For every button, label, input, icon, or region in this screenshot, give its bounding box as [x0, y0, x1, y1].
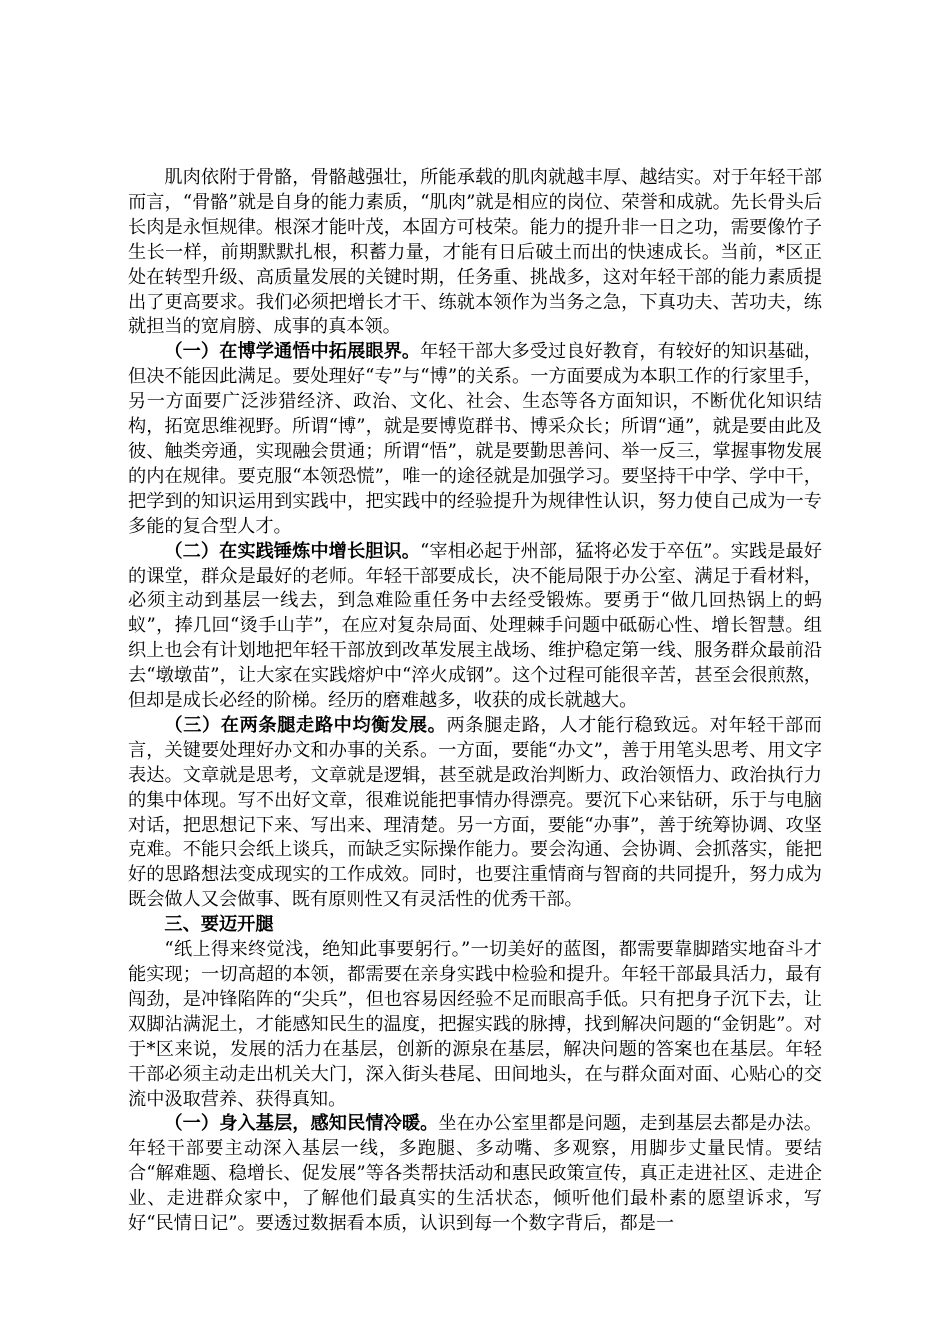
paragraph-subsection-1: [128, 1112, 822, 1237]
paragraph-section-1: [128, 340, 822, 539]
paragraph-intro: [128, 166, 822, 340]
document-body: [128, 166, 822, 1237]
paragraph-text: 年轻干部大多受过良好教育，有较好的知识基础，但决不能因此满足。要处理好“专”与“博”的关系。一方面要成为本职工作的行家里手，另一方面要广泛涉猎经济、政治、文化、社会、生态等各方面知识，不断优化知识结构，拓宽思维视野。所谓“博”，就是要博览群书、博采众长；所谓“通”，就是要由此及彼、触类旁通，实现融会贯通；所谓“悟”，就是要勤思善问、举一反三，掌握事物发展的内在规律。要克服“本领恐慌”，唯一的途径就是加强学习。要坚持干中学、学中干，把学到的知识运用到实践中，把实践中的经验提升为规律性认识，努力使自己成为一专多能的复合型人才。: [128, 341, 822, 537]
section-heading-inline: （一）身入基层，感知民情冷暖。: [164, 1113, 439, 1135]
paragraph-text: “宰相必起于州部，猛将必发于卒伍”。实践是最好的课堂，群众是最好的老师。年轻干部要成长，决不能局限于办公室、满足于看材料，必须主动到基层一线去，到急难险重任务中去经受锻炼。要勇于“做几回热锅上的蚂蚁”，捧几回“烫手山芋”，在应对复杂局面、处理棘手问题中砥砺心性、增长智慧。组织上也会有计划地把年轻干部放到改革发展主战场、维护稳定第一线、服务群众最前沿去“墩墩苗”，让大家在实践熔炉中“淬火成钢”。这个过程可能很辛苦，甚至会很煎熬，但却是成长必经的阶梯。经历的磨难越多，收获的成长就越大。: [128, 540, 822, 712]
section-heading-inline: （二）在实践锤炼中增长胆识。: [164, 540, 420, 562]
paragraph-chapter-intro: [128, 938, 822, 1112]
paragraph-section-3: [128, 714, 822, 913]
paragraph-text: 两条腿走路，人才能行稳致远。对年轻干部而言，关键要处理好办文和办事的关系。一方面，要能“办文”，善于用笔头思考、用文字表达。文章就是思考，文章就是逻辑，甚至就是政治判断力、政治领悟力、政治执行力的集中体现。写不出好文章，很难说能把事情办得漂亮。要沉下心来钻研，乐于与电脑对话，把思想记下来、写出来、理清楚。另一方面，要能“办事”，善于统筹协调、攻坚克难。不能只会纸上谈兵，而缺乏实际操作能力。要会沟通、会协调、会抓落实，能把好的思路想法变成现实的工作成效。同时，也要注重情商与智商的共同提升，努力成为既会做人又会做事、既有原则性又有灵活性的优秀干部。: [128, 714, 822, 911]
paragraph-text: 坐在办公室里都是问题，走到基层去都是办法。年轻干部要主动深入基层一线，多跑腿、多动嘴、多观察，用脚步丈量民情。要结合“解难题、稳增长、促发展”等各类帮扶活动和惠民政策宣传，真正走进社区、走进企业、走进群众家中，了解他们最真实的生活状态，倾听他们最朴素的愿望诉求，写好“民情日记”。要透过数据看本质，认识到每一个数字背后，都是一: [128, 1113, 822, 1235]
section-heading-inline: （三）在两条腿走路中均衡发展。: [164, 714, 447, 736]
paragraph-section-2: [128, 540, 822, 714]
chapter-heading: 三、要迈开腿: [164, 914, 274, 936]
paragraph-text: 肌肉依附于骨骼，骨骼越强壮，所能承载的肌肉就越丰厚、越结实。对于年轻干部而言，“骨骼”就是自身的能力素质，“肌肉”就是相应的岗位、荣誉和成就。先长骨头后长肉是永恒规律。根深才能叶茂，本固方可枝荣。能力的提升非一日之功，需要像竹子生长一样，前期默默扎根，积蓄力量，才能有日后破土而出的快速成长。当前，*区正处在转型升级、高质量发展的关键时期，任务重、挑战多，这对年轻干部的能力素质提出了更高要求。我们必须把增长才干、练就本领作为当务之急，下真功夫、苦功夫，练就担当的宽肩膀、成事的真本领。: [128, 167, 822, 338]
paragraph-text: “纸上得来终觉浅，绝知此事要躬行。”一切美好的蓝图，都需要靠脚踏实地奋斗才能实现；一切高超的本领，都需要在亲身实践中检验和提升。年轻干部最具活力，最有闯劲，是冲锋陷阵的“尖兵”，但也容易因经验不足而眼高手低。只有把身子沉下去，让双脚沾满泥土，才能感知民生的温度，把握实践的脉搏，找到解决问题的“金钥匙”。对于*区来说，发展的活力在基层，创新的源泉在基层，解决问题的答案也在基层。年轻干部必须主动走出机关大门，深入街头巷尾、田间地头，在与群众面对面、心贴心的交流中汲取营养、获得真知。: [128, 939, 822, 1110]
section-heading-inline: （一）在博学通悟中拓展眼界。: [164, 341, 421, 363]
